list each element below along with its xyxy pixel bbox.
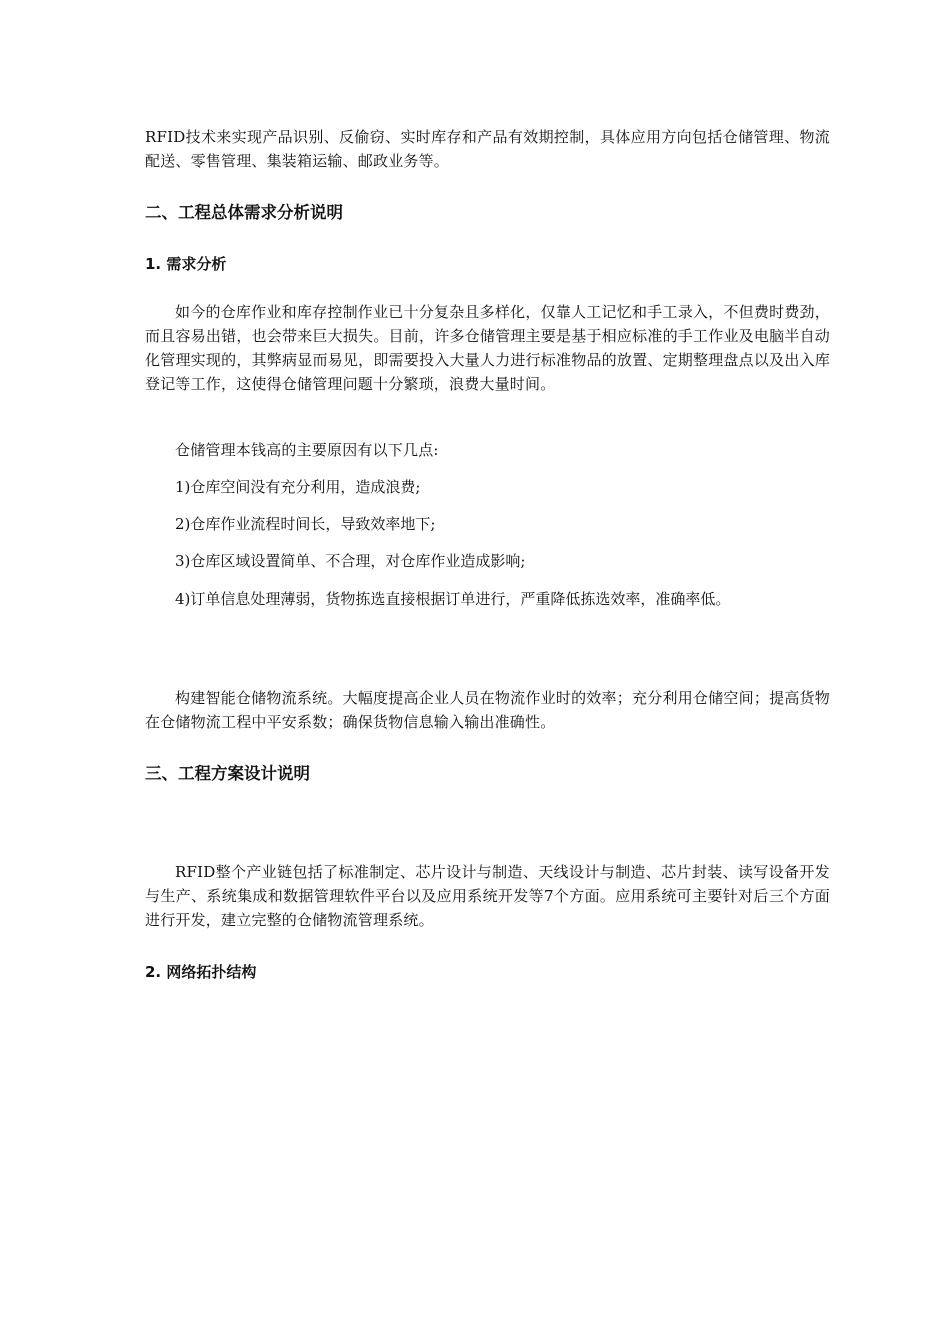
requirements-paragraph: 如今的仓库作业和库存控制作业已十分复杂且多样化，仅靠人工记忆和手工录入，不但费时费劲，而且容易出错，也会带来巨大损失。目前，许多仓储管理主要是基于相应标准的手工作业及电脑半自动化管理实现的，其弊病显而易见，即需要投入大量人力进行标准物品的放置、定期整理盘点以及出入库登记等工作，这使得仓储管理问题十分繁琐，浪费大量时间。 bbox=[145, 303, 830, 393]
subsection-1-heading: 1. 需求分析 bbox=[145, 255, 227, 273]
reason-item-4: 4)订单信息处理薄弱，货物拣选直接根据订单进行，严重降低拣选效率，准确率低。 bbox=[175, 590, 731, 608]
industry-chain-paragraph: RFID整个产业链包括了标准制定、芯片设计与制造、天线设计与制造、芯片封装、读写设备开发与生产、系统集成和数据管理软件平台以及应用系统开发等7个方面。应用系统可主要针对后三个方面进行开发，建立完整的仓储物流管理系统。 bbox=[145, 863, 830, 929]
reason-item-3: 3)仓库区域设置简单、不合理，对仓库作业造成影响; bbox=[175, 552, 526, 570]
goal-paragraph: 构建智能仓储物流系统。大幅度提高企业人员在物流作业时的效率；充分利用仓储空间；提高货物在仓储物流工程中平安系数；确保货物信息输入输出准确性。 bbox=[145, 689, 830, 731]
section-3-heading: 三、工程方案设计说明 bbox=[145, 764, 310, 783]
reason-item-1: 1)仓库空间没有充分利用，造成浪费; bbox=[175, 478, 421, 496]
section-2-heading: 二、工程总体需求分析说明 bbox=[145, 203, 343, 222]
subsection-2-heading: 2. 网络拓扑结构 bbox=[145, 963, 257, 981]
cost-intro-line: 仓储管理本钱高的主要原因有以下几点: bbox=[175, 441, 439, 459]
intro-paragraph: RFID技术来实现产品识别、反偷窃、实时库存和产品有效期控制，具体应用方向包括仓储管理、物流配送、零售管理、集装箱运输、邮政业务等。 bbox=[145, 128, 830, 170]
reason-item-2: 2)仓库作业流程时间长，导致效率地下; bbox=[175, 515, 436, 533]
